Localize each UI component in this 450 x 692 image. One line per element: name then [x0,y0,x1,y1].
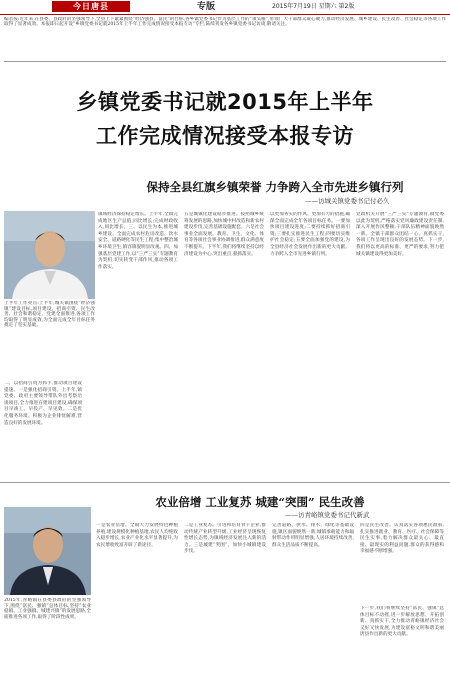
article2-byline: ——访青峪镇党委书记代新武 [285,511,370,519]
article1-title: 保持全县红旗乡镇荣誉 力争跨入全市先进乡镇行列 [146,180,404,194]
article1-portrait-photo [4,211,95,299]
article2-photo-caption: 2015年,青峪镇在县委县政府的坚强领导下,围绕“富民、强镇”总体目标,坚持“农业稳镇、工业强镇、城建兴镇”的发展思路,全面推进各项工作,取得了阶段性成果。 [4,598,91,620]
article2-column-4: 四是民生改善。认真落实各项惠民政策,扎实推进就业、教育、医疗、社会保障等民生实事,着力解决群众最关心、最直接、最现实的利益问题,群众的获得感和幸福感不断增强。 [360,523,444,555]
article1-byline: ——访城关镇党委书记付必久 [305,197,390,205]
masthead: 今日唐县 [52,1,130,12]
main-headline-line1: 乡镇党委书记就2015年上半年 [76,90,374,114]
article1-column-4: 以更加务实的作风、更加有力的措施,确保全面完成全年各项目标任务。一要加快项目建设进度;二要持续抓好招商引资;三要扎实推进民生工程;四要切实维护社会稳定;五要全面加强党的建设,为全县经济社会发展作出新的更大贡献。力争跨入全市先进乡镇行列。 [270,212,350,257]
article2-portrait-photo [4,507,91,595]
main-headline-line2: 工作完成情况接受本报专访 [96,124,354,148]
article1-column-1: 二、以招商引资为抓手,推动项目建设提速。一是强化招商引资。上半年,镇党委、政府主要领导带队外出考察洽谈项目,全力推进在建项目建设,确保项目早竣工、早投产、早见效。二是优化服务环境。积极为企业排忧解难,营造良好的发展环境。 [4,381,82,426]
article1-column-5: 党政机关开展“三严三实”专题教育,镇党委以此为契机,严格落实党风廉政建设责任制,深入开展作风整顿,干部队伍精神面貌焕然一新。全镇干部群众团结一心、真抓实干,各项工作呈现出良好的发展态势。下一步,我们将以更高的标准、更严的要求,努力把城关镇建设得更加美好。 [356,212,444,257]
article2-title: 农业倍增 工业复苏 城建“突围” 民生改善 [155,495,365,509]
article2-column-1: 一是农业倍增。全镇大力发展特色种植养殖,建设规模化种植基地,农民人均纯收入稳步增长,农业产业化水平显著提升,为农民增收致富开辟了新途径。 [96,523,178,548]
editor-note: 编者按:近年来,在县委、县政府的坚强领导下,全县上下紧紧围绕“经济强县、富民”的目标,各乡镇党委书记作为基层工作的“领头雁”,带领广大干部群众凝心聚力,推动经济发展、城乡建设、民生改善、社会稳定等各项工作取得了显著成效。本报即日起开设“乡镇党委书记就2015年上半年工作完成情况接受本报专访”专栏,陆续刊发各乡镇党委书记访谈,敬请关注。 [4,17,446,62]
article-divider [0,482,450,483]
article1-column-3: 五是城镇化建设稳步推进。按照城乡统筹发展的思路,加快城中村改造和新农村建设步伐,完善基础设施配套。六是社会事业全面发展。教育、卫生、文化、体育等各项社会事业协调推进,群众满意度不断提升。下半年,我们将继续坚持以经济建设为中心,突出重点,狠抓落实。 [184,212,264,257]
article2-column-2: 二是工业复苏。引进和培育骨干企业,推动传统产业转型升级,工业经济呈现恢复性增长态势,为镇域经济发展注入新的活力。三是城建“突围”。加快小城镇建设步伐。 [184,523,266,555]
article1-column-2: 镇域经济保持稳定增长。上半年,全镇完成地区生产总值,同比增长;完成财政收入,同比增长。三、以民生为本,推进城乡建设。全面完成农村危房改造、饮水安全、道路硬化等民生工程;集中整治城乡环境卫生,镇容镇貌明显改观。四、加强基层党建工作,以“三严三实”专题教育为契机,切实转变干部作风,推动各项工作落实。 [98,212,178,270]
date-line: 2015年7月19日 星期六 第2版 [272,3,355,10]
section-name: 专版 [197,2,216,12]
article2-column-3: 完善道路、供水、排水、绿化等基础设施,镇区面貌焕然一新,城镇承载能力和辐射带动作用明显增强,人居环境持续改善,群众生活品质不断提高。 [272,523,354,548]
article1-photo-caption: 上半年工作亮点:上半年,城关镇围绕“经济强镇”建设目标,项目建设、招商引资、民生改善、社会和谐稳定、党建全面推进,各项工作均取得了明显成效,为全面完成全年目标任务奠定了坚实基础。 [4,301,95,329]
article2-column-5: 下一步,我们将继续坚持“富民、强镇”总体目标不动摇,进一步解放思想、开拓创新、真抓实干,全力推动青峪镇经济社会又好又快发展,为建设富裕文明和谐美丽唐县作出新的更大贡献。 [360,606,444,638]
